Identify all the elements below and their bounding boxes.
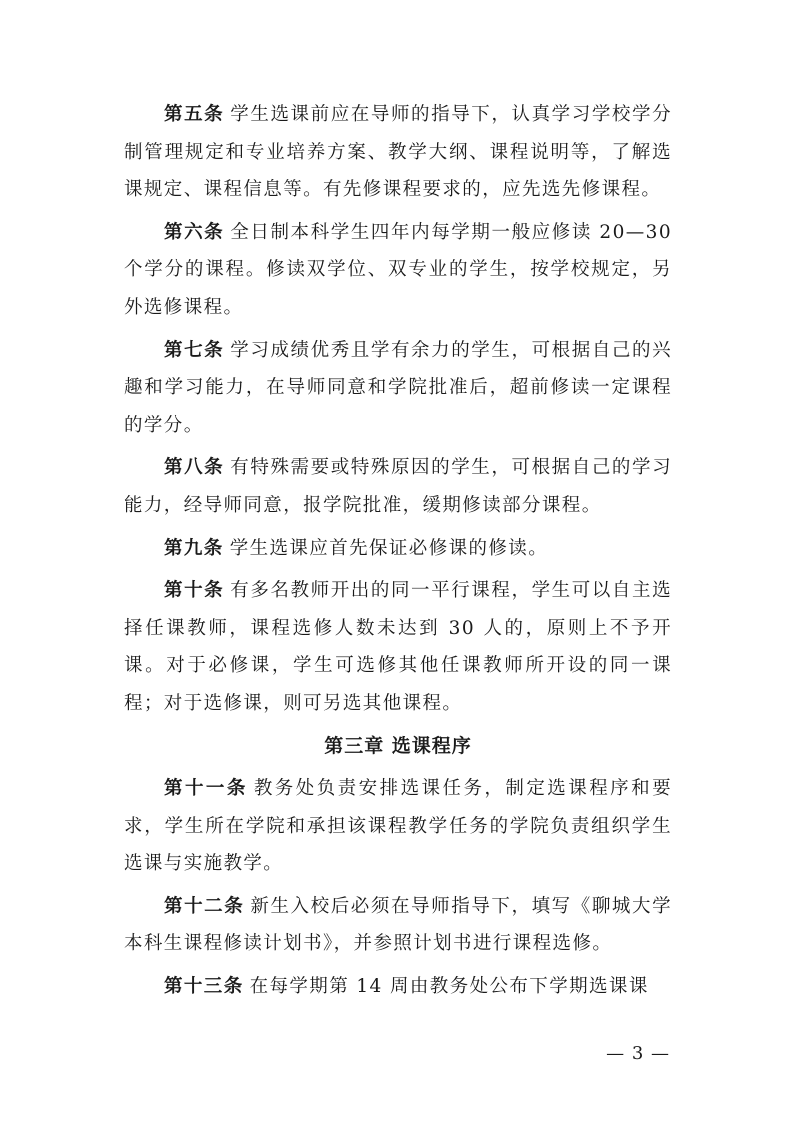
- article-text: 教务处负责安排选课任务，制定选课程序和要求，学生所在学院和承担该课程教学任务的学院负责组织学生选课与实施教学。: [124, 778, 672, 875]
- article-12: [124, 888, 672, 963]
- article-number: 第六条: [164, 221, 225, 243]
- article-13: [124, 968, 672, 1006]
- article-6: [124, 214, 672, 327]
- article-number: 第十条: [164, 580, 225, 602]
- article-11: [124, 770, 672, 883]
- document-body: [124, 96, 672, 1011]
- article-7: [124, 332, 672, 445]
- article-text: 新生入校后必须在导师指导下，填写《聊城大学本科生课程修读计划书》，并参照计划书进行课程选修。: [124, 895, 672, 955]
- article-8: [124, 449, 672, 524]
- article-number: 第七条: [164, 339, 225, 361]
- article-10: [124, 572, 672, 722]
- page-number: — 3 —: [606, 1043, 670, 1064]
- article-number: 第十二条: [164, 895, 245, 917]
- article-text: 有多名教师开出的同一平行课程，学生可以自主选择任课教师，课程选修人数未达到 30 人的，原则上不予开课。对于必修课，学生可选修其他任课教师所开设的同一课程；对于选修课，则可另选其他课程。: [124, 580, 672, 714]
- article-number: 第十三条: [164, 976, 244, 998]
- article-number: 第五条: [164, 104, 225, 125]
- chapter-title: 第三章 选课程序: [324, 734, 472, 757]
- article-text: 学习成绩优秀且学有余力的学生，可根据自己的兴趣和学习能力，在导师同意和学院批准后，超前修读一定课程的学分。: [124, 339, 672, 436]
- article-text: 学生选课应首先保证必修课的修读。: [229, 537, 549, 559]
- article-9: [124, 530, 672, 568]
- article-text: 全日制本科学生四年内每学期一般应修读 20—30 个学分的课程。修读双学位、双专业的学生，按学校规定，另外选修课程。: [124, 221, 672, 318]
- article-text: 学生选课前应在导师的指导下，认真学习学校学分制管理规定和专业培养方案、教学大纲、课程说明等，了解选课规定、课程信息等。有先修课程要求的，应先选先修课程。: [124, 104, 672, 201]
- article-number: 第十一条: [164, 778, 248, 800]
- article-number: 第八条: [164, 457, 225, 479]
- article-number: 第九条: [164, 537, 224, 559]
- article-text: 有特殊需要或特殊原因的学生，可根据自己的学习能力，经导师同意，报学院批准，缓期修读部分课程。: [124, 457, 672, 516]
- article-5: [124, 96, 672, 209]
- article-text: 在每学期第 14 周由教务处公布下学期选课课: [249, 976, 649, 998]
